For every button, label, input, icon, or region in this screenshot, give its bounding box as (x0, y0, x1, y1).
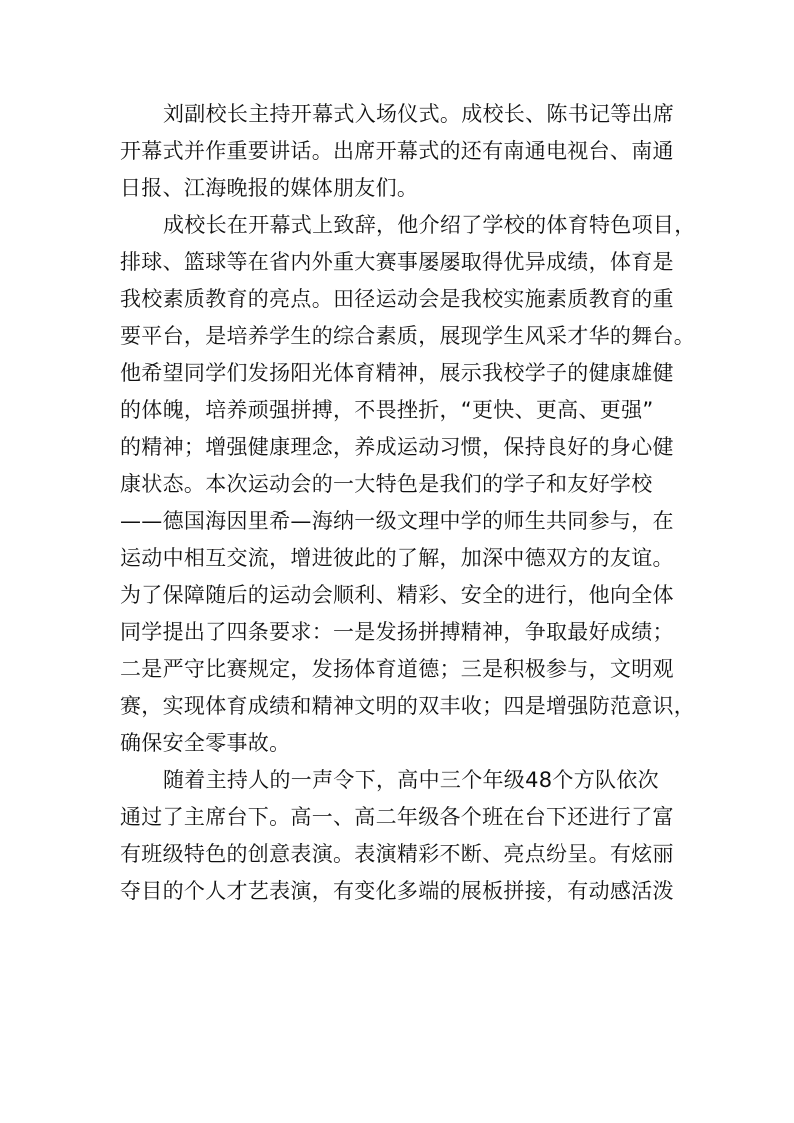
text-line: 排球、篮球等在省内外重大赛事屡屡取得优异成绩，体育是 (120, 250, 674, 274)
text-line: 有班级特色的创意表演。表演精彩不断、亮点纷呈。有炫丽 (120, 842, 674, 866)
text-line: 康状态。本次运动会的一大特色是我们的学子和友好学校 (120, 472, 653, 496)
text-line: 我校素质教育的亮点。田径运动会是我校实施素质教育的重 (120, 287, 674, 311)
text-line: 的精神；增强健康理念，养成运动习惯，保持良好的身心健 (120, 435, 674, 459)
text-line: 他希望同学们发扬阳光体育精神，展示我校学子的健康雄健 (120, 361, 674, 385)
paragraph-principal-speech (120, 207, 696, 762)
paragraph-march-past (120, 762, 676, 910)
text-line: 刘副校长主持开幕式入场仪式。成校长、陈书记等出席 (163, 102, 675, 126)
text-line: 为了保障随后的运动会顺利、精彩、安全的进行，他向全体 (120, 583, 674, 607)
text-line: 确保安全零事故。 (120, 731, 291, 755)
text-line: 随着主持人的一声令下，高中三个年级48个方队依次 (163, 768, 659, 792)
text-line: 二是严守比赛规定，发扬体育道德；三是积极参与，文明观 (120, 657, 674, 681)
body-text (120, 96, 696, 910)
paragraph-opening-ceremony (120, 96, 676, 207)
text-line: 夺目的个人才艺表演，有变化多端的展板拼接，有动感活泼 (120, 879, 674, 903)
text-line: 运动中相互交流，增进彼此的了解，加深中德双方的友谊。 (120, 546, 674, 570)
text-line: 通过了主席台下。高一、高二年级各个班在台下还进行了富 (120, 805, 674, 829)
text-line: 赛，实现体育成绩和精神文明的双丰收；四是增强防范意识， (120, 694, 696, 718)
text-line: 日报、江海晚报的媒体朋友们。 (120, 176, 419, 200)
text-line: 要平台，是培养学生的综合素质，展现学生风采才华的舞台。 (120, 324, 696, 348)
text-line: 的体魄，培养顽强拼搏，不畏挫折，“更快、更高、更强” (120, 398, 654, 422)
text-line: 同学提出了四条要求：一是发扬拼搏精神，争取最好成绩； (120, 620, 674, 644)
text-line: 成校长在开幕式上致辞，他介绍了学校的体育特色项目， (163, 213, 696, 237)
text-line: 开幕式并作重要讲话。出席开幕式的还有南通电视台、南通 (120, 139, 674, 163)
text-line: ——德国海因里希—海纳一级文理中学的师生共同参与，在 (120, 509, 674, 533)
